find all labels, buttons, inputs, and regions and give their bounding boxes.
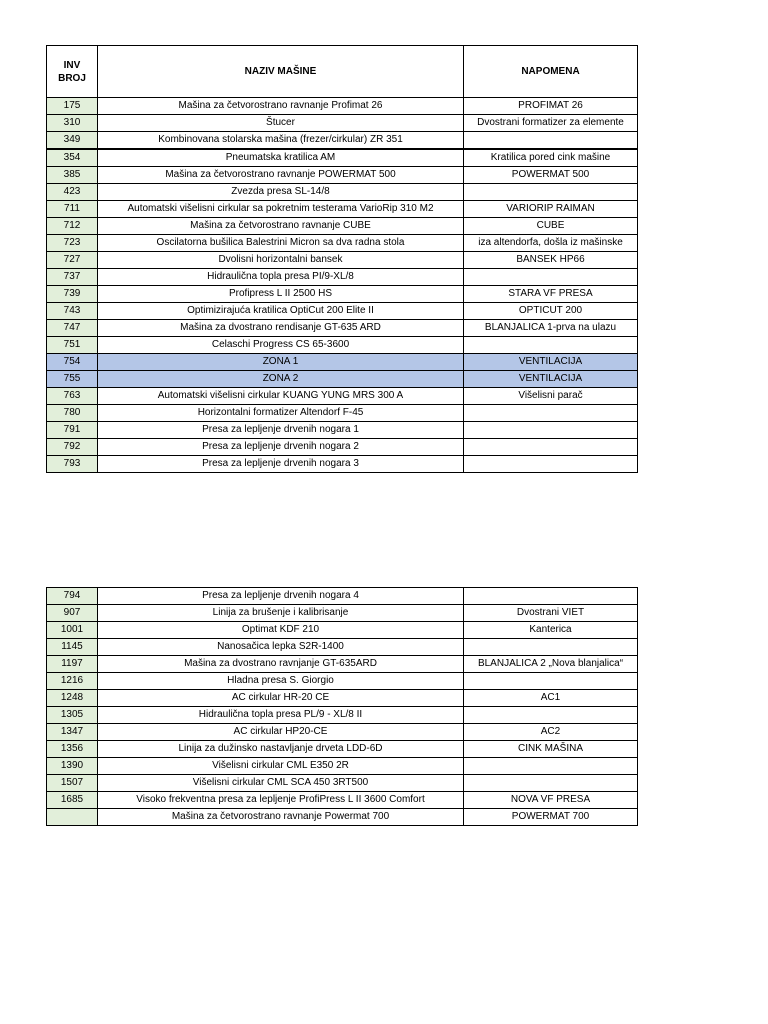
table-row (47, 758, 638, 775)
napomena-cell: POWERMAT 500 (464, 167, 638, 184)
napomena-cell (464, 439, 638, 456)
naziv-cell: Hidraulična topla presa PI/9-XL/8 (98, 269, 464, 286)
inv-cell: 739 (47, 286, 98, 303)
napomena-cell: CUBE (464, 218, 638, 235)
napomena-cell (464, 337, 638, 354)
napomena-cell (464, 422, 638, 439)
naziv-cell: Horizontalni formatizer Altendorf F-45 (98, 405, 464, 422)
table-row (47, 809, 638, 826)
naziv-cell: Linija za dužinsko nastavljanje drveta LDD-6D (98, 741, 464, 758)
table-row (47, 605, 638, 622)
naziv-cell: Automatski višelisni cirkular KUANG YUNG MRS 300 A (98, 388, 464, 405)
inv-cell: 354 (47, 150, 98, 167)
napomena-cell: STARA VF PRESA (464, 286, 638, 303)
table-row (47, 622, 638, 639)
inv-cell: 423 (47, 184, 98, 201)
naziv-cell: Hladna presa S. Giorgio (98, 673, 464, 690)
inv-cell: 723 (47, 235, 98, 252)
inv-cell: 712 (47, 218, 98, 235)
inv-cell: 310 (47, 115, 98, 132)
napomena-cell (464, 405, 638, 422)
inv-cell: 794 (47, 588, 98, 605)
table-row (47, 439, 638, 456)
inv-cell: 385 (47, 167, 98, 184)
naziv-cell: Presa za lepljenje drvenih nogara 2 (98, 439, 464, 456)
napomena-cell: AC2 (464, 724, 638, 741)
naziv-cell: Presa za lepljenje drvenih nogara 3 (98, 456, 464, 473)
naziv-cell: Kombinovana stolarska mašina (frezer/cirkular) ZR 351 (98, 132, 464, 149)
napomena-cell: BLANJALICA 2 „Nova blanjalica“ (464, 656, 638, 673)
table-row (47, 741, 638, 758)
table-row (47, 354, 638, 371)
naziv-cell: Optimizirajuća kratilica OptiCut 200 Elite II (98, 303, 464, 320)
inv-cell: 792 (47, 439, 98, 456)
header-naziv: NAZIV MAŠINE (98, 46, 464, 98)
naziv-cell: Pneumatska kratilica AM (98, 150, 464, 167)
inv-cell: 763 (47, 388, 98, 405)
napomena-cell: AC1 (464, 690, 638, 707)
naziv-cell: Presa za lepljenje drvenih nogara 4 (98, 588, 464, 605)
table-row (47, 792, 638, 809)
napomena-cell: Dvostrani formatizer za elemente (464, 115, 638, 132)
napomena-cell: BLANJALICA 1-prva na ulazu (464, 320, 638, 337)
inv-cell: 175 (47, 98, 98, 115)
inv-cell: 754 (47, 354, 98, 371)
napomena-cell: Kratilica pored cink mašine (464, 150, 638, 167)
header-inv-line1: INV (63, 59, 81, 71)
napomena-cell (464, 707, 638, 724)
napomena-cell: Višelisni parač (464, 388, 638, 405)
header-napomena: NAPOMENA (464, 46, 638, 98)
napomena-cell (464, 269, 638, 286)
naziv-cell: Linija za brušenje i kalibrisanje (98, 605, 464, 622)
napomena-cell (464, 456, 638, 473)
inv-cell: 793 (47, 456, 98, 473)
inv-cell: 349 (47, 132, 98, 149)
inv-cell: 711 (47, 201, 98, 218)
table-row (47, 456, 638, 473)
inv-cell: 751 (47, 337, 98, 354)
inv-cell: 1685 (47, 792, 98, 809)
inv-cell: 791 (47, 422, 98, 439)
napomena-cell: NOVA VF PRESA (464, 792, 638, 809)
naziv-cell: AC cirkular HP20-CE (98, 724, 464, 741)
table-row (47, 673, 638, 690)
naziv-cell: Mašina za dvostrano rendisanje GT-635 ARD (98, 320, 464, 337)
table-row (47, 422, 638, 439)
table-row (47, 184, 638, 201)
header-row (47, 46, 638, 98)
napomena-cell (464, 673, 638, 690)
table-row (47, 132, 638, 149)
inv-cell: 755 (47, 371, 98, 388)
inv-cell: 747 (47, 320, 98, 337)
machine-table-2 (46, 587, 638, 826)
table-row (47, 218, 638, 235)
table-row (47, 150, 638, 167)
table-row (47, 252, 638, 269)
header-inv (47, 46, 98, 98)
naziv-cell: Dvolisni horizontalni bansek (98, 252, 464, 269)
napomena-cell (464, 639, 638, 656)
naziv-cell: Štucer (98, 115, 464, 132)
table-row (47, 269, 638, 286)
naziv-cell: Celaschi Progress CS 65-3600 (98, 337, 464, 354)
inv-cell: 1216 (47, 673, 98, 690)
napomena-cell (464, 132, 638, 149)
naziv-cell: Automatski višelisni cirkular sa pokretnim testerama VarioRip 310 M2 (98, 201, 464, 218)
naziv-cell: Mašina za četvorostrano ravnanje POWERMAT 500 (98, 167, 464, 184)
table-row (47, 405, 638, 422)
naziv-cell: Nanosačica lepka S2R-1400 (98, 639, 464, 656)
table-row (47, 286, 638, 303)
table-row (47, 588, 638, 605)
napomena-cell: OPTICUT 200 (464, 303, 638, 320)
naziv-cell: Oscilatorna bušilica Balestrini Micron sa dva radna stola (98, 235, 464, 252)
inv-cell: 727 (47, 252, 98, 269)
naziv-cell: Mašina za četvorostrano ravnanje Powermat 700 (98, 809, 464, 826)
naziv-cell: Zvezda presa SL-14/8 (98, 184, 464, 201)
table-row (47, 388, 638, 405)
napomena-cell: PROFIMAT 26 (464, 98, 638, 115)
naziv-cell: AC cirkular HR-20 CE (98, 690, 464, 707)
inv-cell: 907 (47, 605, 98, 622)
napomena-cell: VARIORIP RAIMAN (464, 201, 638, 218)
napomena-cell (464, 775, 638, 792)
inv-cell: 1001 (47, 622, 98, 639)
table-row (47, 337, 638, 354)
napomena-cell: iza altendorfa, došla iz mašinske (464, 235, 638, 252)
table-row (47, 371, 638, 388)
naziv-cell: ZONA 1 (98, 354, 464, 371)
table-row (47, 320, 638, 337)
inv-cell: 1305 (47, 707, 98, 724)
naziv-cell: Višelisni cirkular CML SCA 450 3RT500 (98, 775, 464, 792)
table-row (47, 707, 638, 724)
napomena-cell: POWERMAT 700 (464, 809, 638, 826)
naziv-cell: Profipress L II 2500 HS (98, 286, 464, 303)
table-row (47, 303, 638, 320)
naziv-cell: Visoko frekventna presa za lepljenje ProfiPress L II 3600 Comfort (98, 792, 464, 809)
inv-cell (47, 809, 98, 826)
napomena-cell: BANSEK HP66 (464, 252, 638, 269)
napomena-cell (464, 588, 638, 605)
naziv-cell: Višelisni cirkular CML E350 2R (98, 758, 464, 775)
table-row (47, 775, 638, 792)
inv-cell: 1507 (47, 775, 98, 792)
inv-cell: 1356 (47, 741, 98, 758)
inv-cell: 1145 (47, 639, 98, 656)
napomena-cell: Kanterica (464, 622, 638, 639)
inv-cell: 1248 (47, 690, 98, 707)
table-row (47, 201, 638, 218)
inv-cell: 737 (47, 269, 98, 286)
inv-cell: 1390 (47, 758, 98, 775)
napomena-cell: Dvostrani VIET (464, 605, 638, 622)
table-row (47, 167, 638, 184)
table-row (47, 639, 638, 656)
napomena-cell: CINK MAŠINA (464, 741, 638, 758)
inv-cell: 1197 (47, 656, 98, 673)
napomena-cell (464, 184, 638, 201)
inv-cell: 1347 (47, 724, 98, 741)
table-row (47, 690, 638, 707)
table-row (47, 98, 638, 115)
naziv-cell: Optimat KDF 210 (98, 622, 464, 639)
naziv-cell: Mašina za četvorostrano ravnanje Profimat 26 (98, 98, 464, 115)
naziv-cell: ZONA 2 (98, 371, 464, 388)
table-row (47, 115, 638, 132)
napomena-cell (464, 758, 638, 775)
inv-cell: 780 (47, 405, 98, 422)
header-inv-line2: BROJ (58, 72, 86, 84)
naziv-cell: Hidraulična topla presa PL/9 - XL/8 II (98, 707, 464, 724)
table-row (47, 724, 638, 741)
napomena-cell: VENTILACIJA (464, 371, 638, 388)
naziv-cell: Mašina za dvostrano ravnjanje GT-635ARD (98, 656, 464, 673)
inv-cell: 743 (47, 303, 98, 320)
naziv-cell: Presa za lepljenje drvenih nogara 1 (98, 422, 464, 439)
machine-table-1 (46, 45, 638, 473)
napomena-cell: VENTILACIJA (464, 354, 638, 371)
naziv-cell: Mašina za četvorostrano ravnanje CUBE (98, 218, 464, 235)
table-row (47, 235, 638, 252)
table-row (47, 656, 638, 673)
